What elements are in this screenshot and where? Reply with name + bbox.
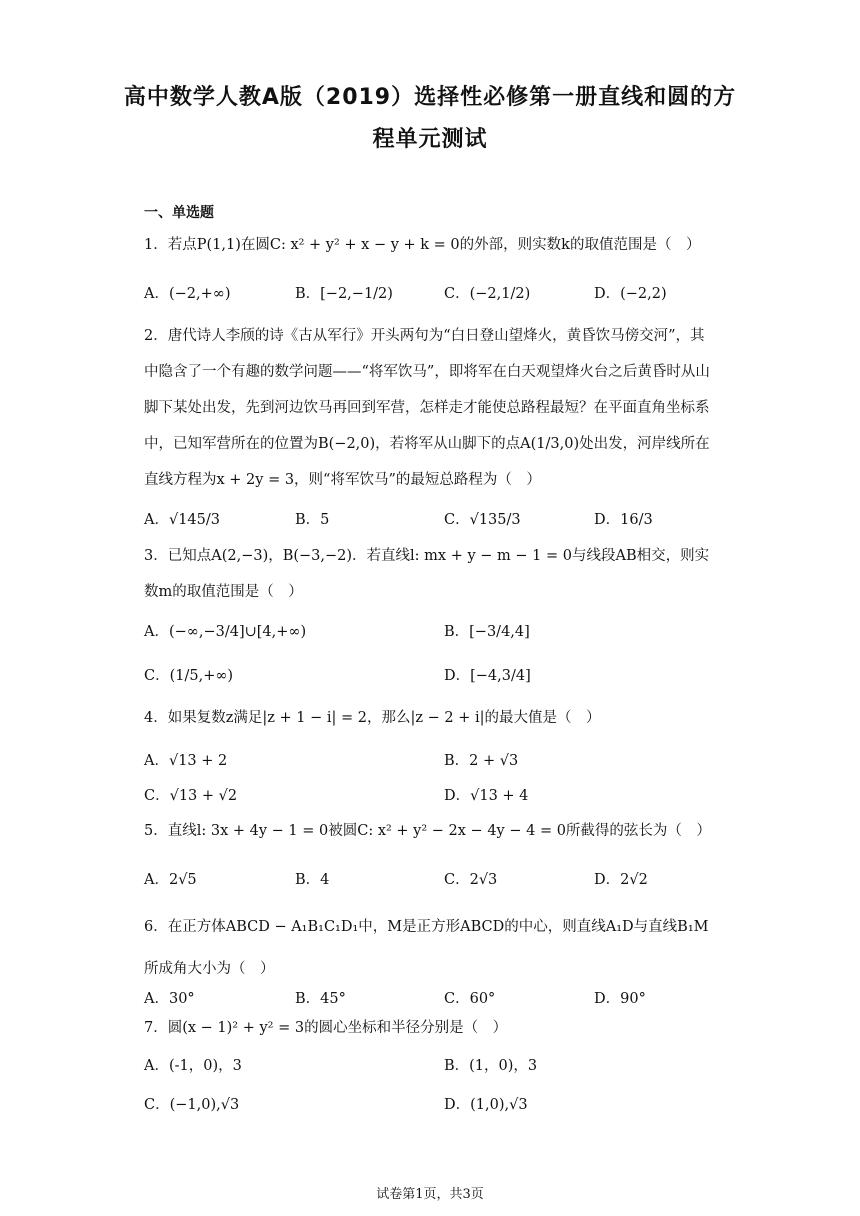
question-7-option-d: D．(1,0),√3: [444, 1097, 528, 1113]
question-2-option-a: A．√145/3: [144, 512, 220, 528]
page-title-line2: 程单元测试: [372, 127, 488, 152]
question-5-option-b: B．4: [295, 872, 330, 888]
question-7-option-a: A．(-1，0)，3: [144, 1058, 242, 1074]
question-1-stem: 1．若点P(1,1)在圆C: x² + y² + x − y + k = 0的外部，则实数k的取值范围是（ ）: [144, 237, 701, 253]
question-4-option-c: C．√13 + √2: [144, 788, 238, 804]
question-3-option-d: D．[−4,3/4]: [444, 668, 531, 684]
question-6-option-b: B．45°: [295, 991, 346, 1007]
question-6-option-a: A．30°: [144, 991, 195, 1007]
question-6-option-d: D．90°: [594, 991, 646, 1007]
question-5-option-a: A．2√5: [144, 872, 197, 888]
question-5-option-d: D．2√2: [594, 872, 648, 888]
question-3-option-c: C．(1/5,+∞): [144, 668, 234, 684]
question-1-option-c: C．(−2,1/2): [444, 286, 531, 302]
question-7-option-c: C．(−1,0),√3: [144, 1097, 240, 1113]
question-2-option-b: B．5: [295, 512, 330, 528]
question-1-option-a: A．(−2,+∞): [144, 286, 231, 302]
question-7-option-b: B．(1，0)，3: [444, 1058, 538, 1074]
question-1-option-d: D．(−2,2): [594, 286, 667, 302]
question-2-stem: 2．唐代诗人李颀的诗《古从军行》开头两句为“白日登山望烽火，黄昏饮马傍交河”，其中隐含了一个有趣的数学问题——“将军饮马”，即将军在白天观望烽火台之后黄昏时从山脚下某处出发，先到河边饮马再回到军营，怎样走才能使总路程最短？在平面直角坐标系中，已知军营所在的位置为B(−2,0)，若将军从山脚下的点A(1/3,0)处出发，河岸线所在直线方程为x + 2y = 3，则“将军饮马”的最短总路程为（ ）: [144, 328, 710, 488]
question-7-stem: 7．圆(x − 1)² + y² = 3的圆心坐标和半径分别是（ ）: [144, 1020, 508, 1036]
question-5-option-c: C．2√3: [444, 872, 498, 888]
question-2-option-d: D．16/3: [594, 512, 653, 528]
question-1-option-b: B．[−2,−1/2): [295, 286, 393, 302]
question-4-stem: 4．如果复数z满足|z + 1 − i| = 2，那么|z − 2 + i|的最大值是（ ）: [144, 710, 601, 726]
question-6-option-c: C．60°: [444, 991, 496, 1007]
question-5-stem: 5．直线l: 3x + 4y − 1 = 0被圆C: x² + y² − 2x − 4y − 4 = 0所截得的弦长为（ ）: [144, 823, 711, 839]
page-footer: 试卷第1页，共3页: [376, 1187, 484, 1202]
question-6-stem: 6．在正方体ABCD − A₁B₁C₁D₁中，M是正方形ABCD的中心，则直线A₁D与直线B₁M所成角大小为（ ）: [144, 919, 709, 977]
question-4-option-d: D．√13 + 4: [444, 788, 529, 804]
question-4-option-a: A．√13 + 2: [144, 753, 228, 769]
section-heading: 一、单选题: [144, 205, 214, 221]
page-title-line1: 高中数学人教A版（2019）选择性必修第一册直线和圆的方: [123, 85, 737, 110]
question-3-option-b: B．[−3/4,4]: [444, 624, 530, 640]
question-4-option-b: B．2 + √3: [444, 753, 519, 769]
question-3-option-a: A．(−∞,−3/4]∪[4,+∞): [144, 624, 307, 640]
question-3-stem: 3．已知点A(2,−3)，B(−3,−2)．若直线l: mx + y − m − 1 = 0与线段AB相交，则实数m的取值范围是（ ）: [144, 548, 710, 600]
question-2-option-c: C．√135/3: [444, 512, 521, 528]
